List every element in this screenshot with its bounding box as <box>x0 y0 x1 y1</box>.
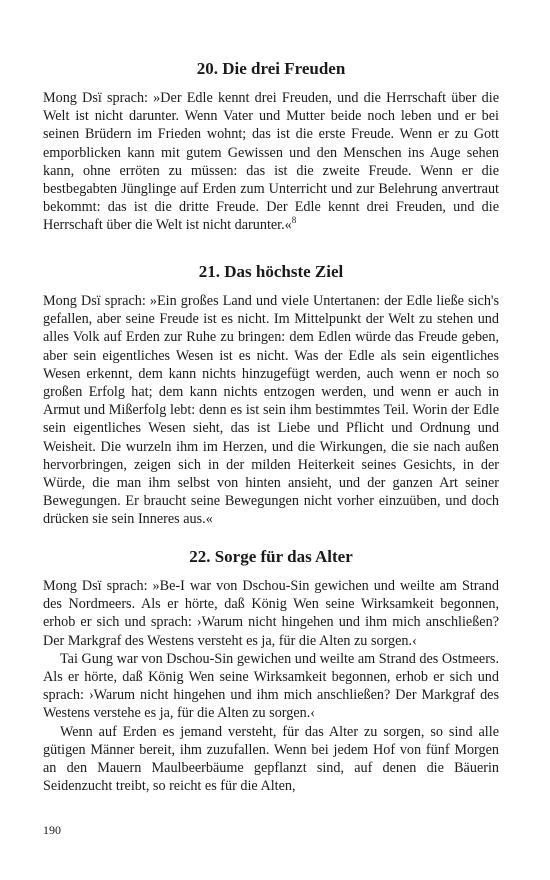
paragraph-text: Mong Dsï sprach: »Der Edle kennt drei Freuden, und die Herrschaft über die Welt ist nicht darunter. Wenn Vater und Mutter beide noch leben und er bei seinen Brüdern im Frieden wohnt; das ist die erste Freude. Wenn er zu Gott emporblicken kann mit gutem Gewissen und den Menschen ins Auge sehen kann, ohne erröten zu müssen: das ist die zweite Freude. Wenn er die bestbegabten Jünglinge auf Erden zum Unterricht und zur Belehrung anvertraut bekommt: das ist die dritte Freude. Der Edle kennt drei Freuden, und die Herrschaft über die Welt ist nicht darunter.« <box>43 90 499 234</box>
section-22 <box>43 546 499 795</box>
paragraph: Mong Dsï sprach: »Be-I war von Dschou-Sin gewichen und weilte am Strand des Nordmeers. Als er hörte, daß König Wen seine Wirksamkeit begonnen, erhob er sich und sprach: ›Warum nicht hingehen und ihm mich anschließen? Der Markgraf des Westens versteht es ja, für die Alten zu sorgen.‹ <box>43 578 499 649</box>
paragraph: Tai Gung war von Dschou-Sin gewichen und weilte am Strand des Ostmeers. Als er hörte, daß König Wen seine Wirksamkeit begonnen, erhob er sich und sprach: ›Warum nicht hingehen und ihm mich anschließen? Der Markgraf des Westens verstehe es ja, für die Alten zu sorgen.‹ <box>43 650 499 722</box>
section-title: 20. Die drei Freuden <box>196 59 346 78</box>
paragraph <box>43 89 499 235</box>
paragraph: Mong Dsï sprach: »Ein großes Land und viele Untertanen: der Edle ließe sich's gefallen, aber seine Freude ist es nicht. Im Mittelpunkt der Welt zu stehen und alles Volk auf Erden zur Ruhe zu bringen: dem Edlen würde das Freude geben, aber sein eigentliches Wesen ist es nicht. Was der Edle als sein eigentliches Wesen erkennt, dem kann nichts hinzugefügt werden, auch wenn er noch so großen Erfolg hat; dem kann nichts entzogen werden, und wenn er auch in Armut und Mißerfolg lebt: denn es ist sein ihm bestimmtes Teil. Worin der Edle sein eigentliches Wesen sieht, das ist Liebe und Pflicht und Ordnung und Weisheit. Die wurzeln ihm im Herzen, und die Wirkungen, die sie nach außen hervorbringen, zeigen sich in der milden Heiterkeit seines Gesichts, in der Würde, die man ihm selbst von hinten ansieht, und der ganzen Art seiner Bewegungen. Er braucht seine Bewegungen nicht vorher einzuüben, und doch drücken sie sein Inneres aus.« <box>43 293 499 528</box>
section-21 <box>43 261 499 529</box>
footnote-marker: 8 <box>291 215 297 226</box>
section-title: 21. Das höchste Ziel <box>198 262 344 281</box>
paragraph: Wenn auf Erden es jemand versteht, für das Alter zu sorgen, so sind alle gütigen Männer bereit, ihm zuzufallen. Wenn bei jedem Hof von fünf Morgen an den Mauern Maulbeerbäume gepflanzt sind, auf denen die Bäuerin Seidenzucht treibt, so reicht es für die Alten, <box>43 723 499 795</box>
page-number: 190 <box>43 823 61 837</box>
section-20 <box>43 58 499 235</box>
section-title: 22. Sorge für das Alter <box>189 547 353 566</box>
